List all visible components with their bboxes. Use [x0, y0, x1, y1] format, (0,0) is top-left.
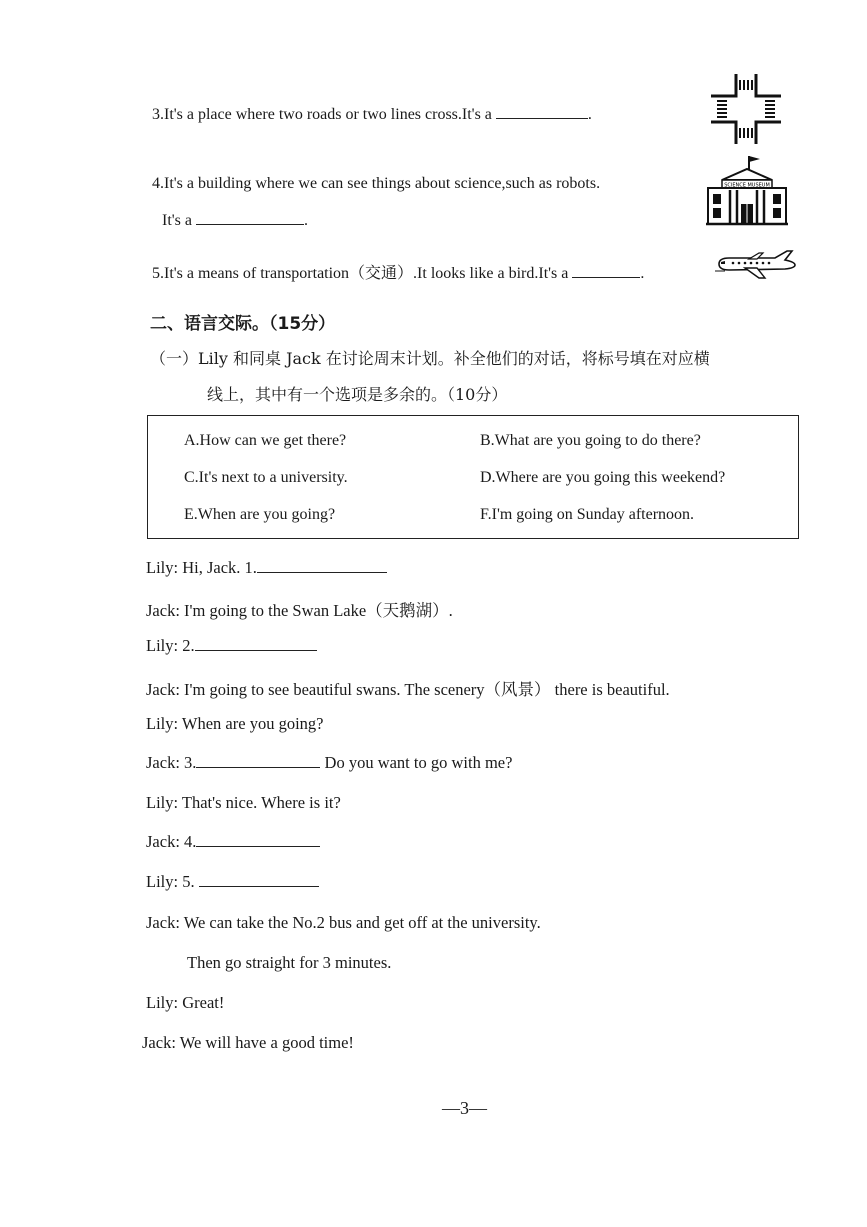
answer-blank-4[interactable] [196, 210, 304, 225]
part-instruction-line2: 线上，其中有一个选项是多余的。（10分） [207, 385, 508, 404]
option-e: E.When are you going? [184, 506, 336, 523]
airplane-icon [715, 249, 799, 281]
dialogue-line-6: Jack: 3. Do you want to go with me? [146, 753, 513, 772]
dialogue-line-2: Jack: I'm going to the Swan Lake（天鹅湖）. [146, 601, 453, 620]
answer-blank-5[interactable] [572, 263, 640, 278]
dialogue-line-4: Jack: I'm going to see beautiful swans. The scenery（风景） there is beautiful. [146, 680, 670, 699]
dialogue-line-5: Lily: When are you going? [146, 714, 324, 733]
answer-blank-3[interactable] [496, 104, 588, 119]
option-d: D.Where are you going this weekend? [480, 469, 726, 486]
dialogue-blank-2[interactable] [195, 636, 317, 651]
option-b: B.What are you going to do there? [480, 432, 701, 449]
question-4-line2: It's a . [162, 212, 308, 229]
dialogue-line-11: Then go straight for 3 minutes. [187, 953, 392, 972]
crossroads-icon [711, 74, 781, 144]
dialogue-blank-3[interactable] [196, 753, 320, 768]
part-instruction: （一）Lily 和同桌 Jack 在讨论周末计划。补全他们的对话，将标号填在对应横 [150, 349, 710, 368]
option-c: C.It's next to a university. [184, 469, 348, 486]
section-heading: 二、语言交际。（15分） [150, 314, 336, 334]
dialogue-line-1: Lily: Hi, Jack. 1. [146, 558, 387, 578]
dialogue-line-13: Jack: We will have a good time! [142, 1033, 354, 1052]
dialogue-line-10: Jack: We can take the No.2 bus and get off at the university. [146, 913, 541, 932]
option-f: F.I'm going on Sunday afternoon. [480, 506, 695, 523]
dialogue-blank-5[interactable] [199, 872, 319, 887]
options-box [147, 415, 799, 539]
dialogue-line-9: Lily: 5. [146, 872, 319, 892]
question-5: 5.It's a means of transportation（交通）.It looks like a bird.It's a . [152, 265, 645, 282]
question-3-text: 3.It's a place where two roads or two lines cross.It's a [152, 106, 492, 123]
page-number: —3— [442, 1098, 487, 1118]
option-a: A.How can we get there? [184, 432, 347, 449]
dialogue-blank-4[interactable] [196, 832, 320, 847]
question-5-text: 5.It's a means of transportation（交通）.It looks like a bird.It's a [152, 265, 569, 282]
dialogue-blank-1[interactable] [257, 558, 387, 573]
question-4-line1: 4.It's a building where we can see things about science,such as robots. [152, 175, 601, 192]
question-3: 3.It's a place where two roads or two lines cross.It's a . [152, 106, 592, 123]
dialogue-line-12: Lily: Great! [146, 993, 225, 1012]
museum-sign-text: SCIENCE MUSEUM [724, 182, 770, 189]
dialogue-line-3: Lily: 2. [146, 636, 317, 656]
dialogue-line-8: Jack: 4. [146, 832, 320, 852]
dialogue-line-7: Lily: That's nice. Where is it? [146, 793, 341, 812]
museum-icon [706, 154, 788, 226]
